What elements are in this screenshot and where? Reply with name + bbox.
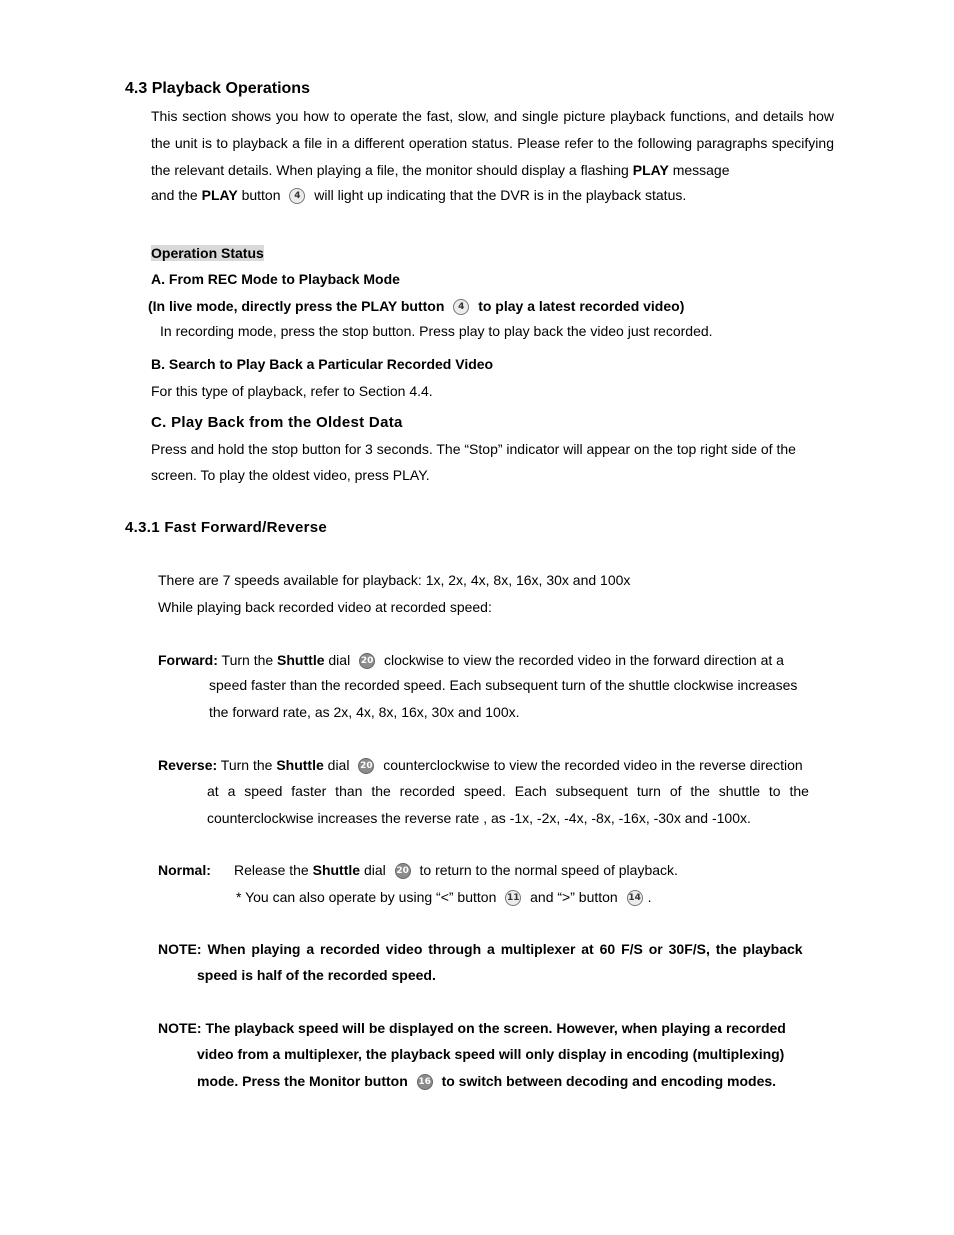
- forward-t2: dial: [328, 652, 351, 668]
- subsection-title: 4.3.1 Fast Forward/Reverse: [125, 519, 328, 536]
- note-1-line-1: NOTE: When playing a recorded video through a multiplexer at 60 F/S or 30F/S, the playback: [158, 941, 803, 957]
- reverse-t2: dial: [327, 757, 350, 773]
- speeds-text: There are 7 speeds available for playback: 1x, 2x, 4x, 8x, 16x, 30x and 100x: [158, 572, 631, 588]
- section-c-text-1: Press and hold the stop button for 3 seconds. The “Stop” indicator will appear on the top right side of the: [151, 441, 796, 457]
- shuttle-dial-icon: 20: [395, 863, 411, 879]
- note-2-line-3b: to switch between decoding and encoding modes.: [441, 1073, 777, 1089]
- normal-line-1: [234, 862, 678, 879]
- section-a-note-2: to play a latest recorded video): [478, 298, 685, 314]
- while-text: While playing back recorded video at recorded speed:: [158, 599, 492, 615]
- normal-sub-b: and “>” button: [530, 889, 618, 905]
- note-2-line-2: video from a multiplexer, the playback speed will only display in encoding (multiplexing): [197, 1046, 785, 1062]
- forward-t1: Turn the: [221, 652, 274, 668]
- section-c-text-2: screen. To play the oldest video, press PLAY.: [151, 467, 430, 483]
- note-2-line-1: NOTE: The playback speed will be displayed on the screen. However, when playing a recorded: [158, 1020, 786, 1036]
- intro-play-word: PLAY: [632, 162, 669, 178]
- normal-shuttle: Shuttle: [312, 862, 361, 878]
- intro-paragraph: [151, 103, 834, 184]
- section-title: 4.3 Playback Operations: [125, 80, 310, 97]
- note-2-line-3: [197, 1073, 776, 1090]
- section-a-title: A. From REC Mode to Playback Mode: [151, 271, 400, 287]
- intro-line-4: [151, 187, 686, 204]
- reverse-t1: Turn the: [220, 757, 273, 773]
- forward-line-2: speed faster than the recorded speed. Each subsequent turn of the shuttle clockwise increases: [209, 677, 798, 693]
- intro-line4-b: button: [241, 187, 281, 203]
- section-a-note-1: (In live mode, directly press the PLAY button: [148, 298, 445, 314]
- forward-shuttle: Shuttle: [277, 652, 325, 668]
- forward-t3: clockwise to view the recorded video in the forward direction at a: [383, 652, 784, 668]
- reverse-shuttle: Shuttle: [276, 757, 324, 773]
- section-b-text: For this type of playback, refer to Section 4.4.: [151, 383, 433, 399]
- normal-sub-line: [236, 889, 651, 906]
- section-b-title: B. Search to Play Back a Particular Recorded Video: [151, 356, 494, 372]
- normal-label: Normal:: [158, 862, 211, 878]
- normal-t1: Release the: [234, 862, 309, 878]
- rewind-button-icon: 11: [505, 890, 521, 906]
- operation-status-label: Operation Status: [151, 245, 264, 261]
- intro-text-1: This section shows you how to operate the fast, slow, and single picture playback functions, and details how the unit is to playback a file in a different operation status. Please refer to the following paragraphs specifying the relevant details. When playing a file, the monitor should display a flashing: [151, 108, 834, 178]
- normal-sub-a: * You can also operate by using “<” button: [236, 889, 497, 905]
- forward-line-1: [158, 652, 834, 669]
- section-a-text: In recording mode, press the stop button. Press play to play back the video just recorded.: [160, 323, 713, 339]
- reverse-t3: counterclockwise to view the recorded video in the reverse direction: [383, 757, 803, 773]
- normal-t3: to return to the normal speed of playback.: [419, 862, 678, 878]
- reverse-line-1: [158, 757, 838, 774]
- intro-text-2: message: [672, 162, 730, 178]
- section-a-note: [148, 298, 684, 315]
- reverse-line-2: at a speed faster than the recorded speed. Each subsequent turn of the shuttle to the: [207, 783, 809, 799]
- note-2-line-3a: mode. Press the Monitor button: [197, 1073, 408, 1089]
- forward-line-3: the forward rate, as 2x, 4x, 8x, 16x, 30x and 100x.: [209, 704, 520, 720]
- normal-sub-c: .: [647, 889, 652, 905]
- intro-line4-play: PLAY: [201, 187, 238, 203]
- intro-line4-a: and the: [151, 187, 198, 203]
- note-1-line-2: speed is half of the recorded speed.: [197, 967, 436, 983]
- monitor-button-icon: 16: [417, 1074, 433, 1090]
- section-c-title: C. Play Back from the Oldest Data: [151, 414, 403, 431]
- forward-button-icon: 14: [627, 890, 643, 906]
- play-button-icon: 4: [289, 188, 305, 204]
- forward-label: Forward:: [158, 652, 218, 668]
- play-button-icon: 4: [453, 299, 469, 315]
- shuttle-dial-icon: 20: [359, 653, 375, 669]
- shuttle-dial-icon: 20: [358, 758, 374, 774]
- reverse-line-3: counterclockwise increases the reverse rate , as -1x, -2x, -4x, -8x, -16x, -30x and -100x.: [207, 810, 751, 826]
- reverse-label: Reverse:: [158, 757, 218, 773]
- intro-line4-c: will light up indicating that the DVR is in the playback status.: [314, 187, 687, 203]
- normal-t2: dial: [363, 862, 386, 878]
